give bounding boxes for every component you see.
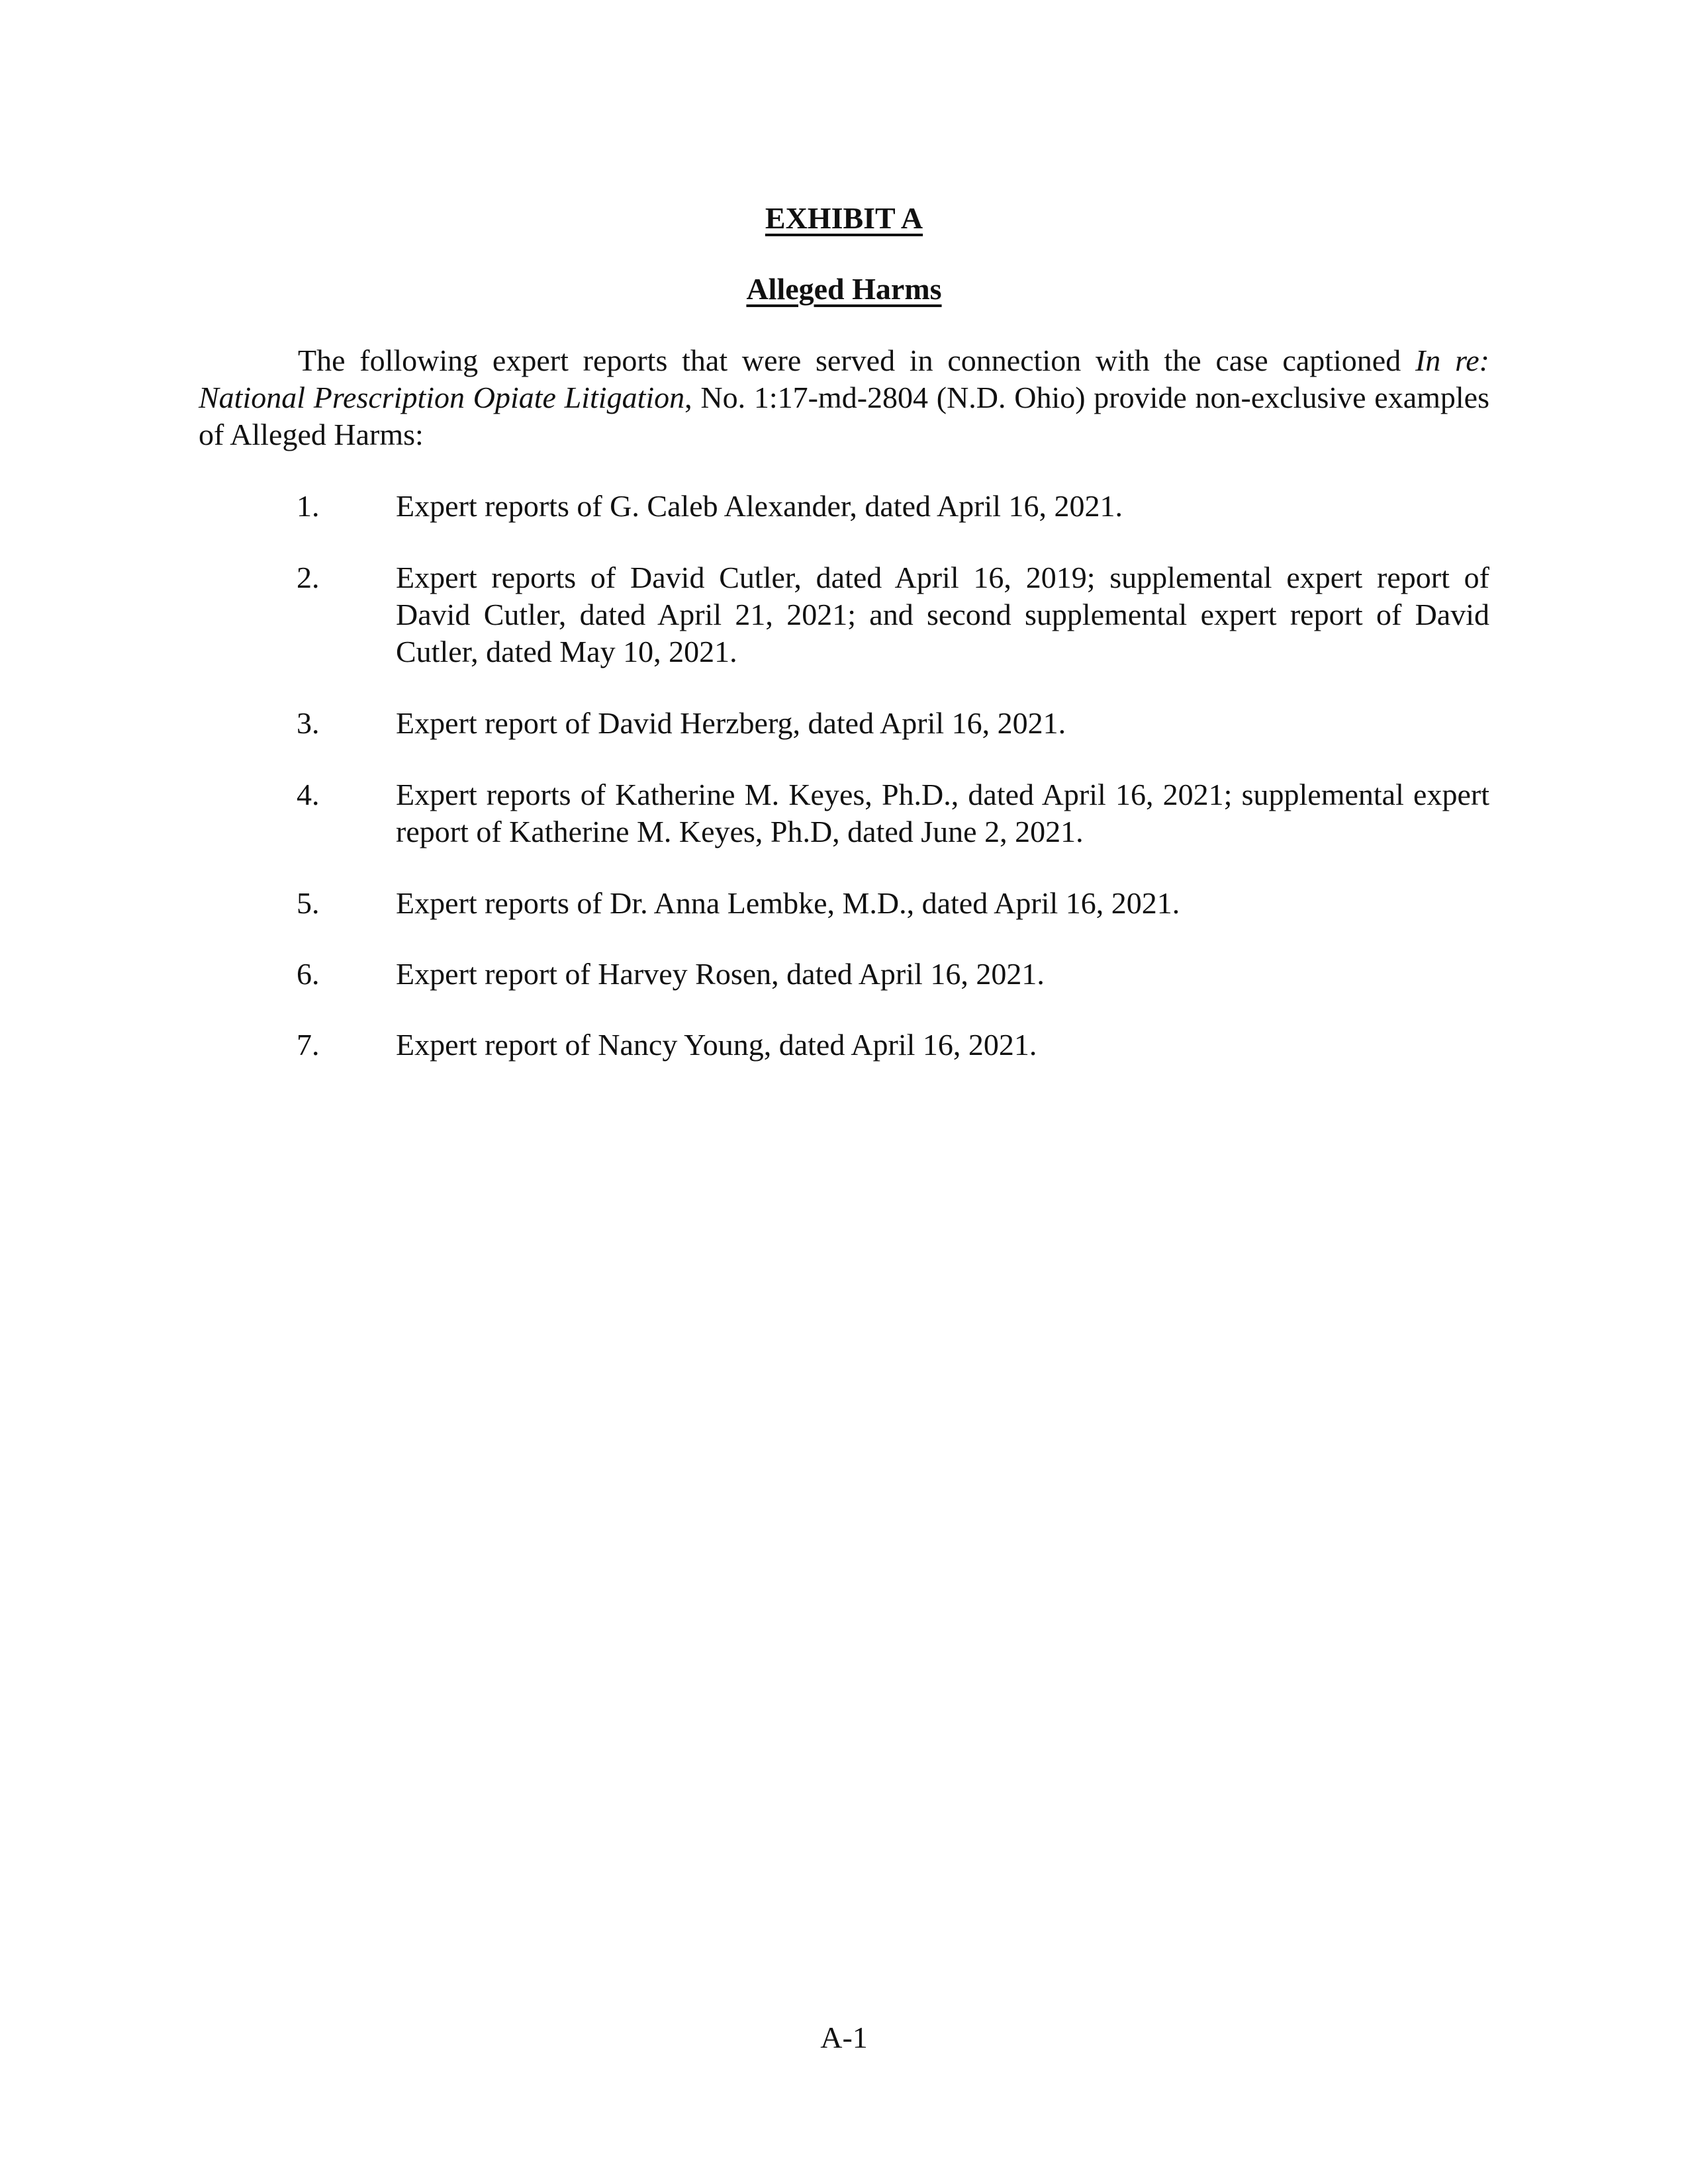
- intro-text-before: The following expert reports that were served in connection with the case captioned: [298, 343, 1415, 377]
- list-item-text: Expert reports of G. Caleb Alexander, dated April 16, 2021.: [396, 489, 1123, 523]
- case-caption: In re: National Prescription Opiate Litigation: [199, 343, 1490, 414]
- list-item: [297, 705, 1489, 742]
- list-item-text: Expert reports of David Cutler, dated April 16, 2019; supplemental expert report of David Cutler, dated April 21, 2021; and second supplemental expert report of David Cutler, dated May 10, 2021.: [396, 561, 1489, 668]
- intro-text-after: , No. 1:17-md-2804 (N.D. Ohio) provide non-exclusive examples of Alleged Harms:: [199, 381, 1489, 451]
- exhibit-subtitle: Alleged Harms: [746, 272, 942, 306]
- list-item: [297, 1026, 1489, 1064]
- list-item-text: Expert reports of Katherine M. Keyes, Ph.D., dated April 16, 2021; supplemental expert report of Katherine M. Keyes, Ph.D, dated June 2, 2021.: [396, 778, 1489, 848]
- intro-paragraph: [199, 342, 1489, 453]
- exhibit-title: EXHIBIT A: [765, 201, 923, 235]
- list-item: [297, 885, 1489, 922]
- list-item-text: Expert report of Nancy Young, dated April 16, 2021.: [396, 1028, 1037, 1062]
- list-item-number: 2.: [297, 561, 320, 594]
- list-item-number: 7.: [297, 1028, 320, 1062]
- list-item-number: 3.: [297, 706, 320, 740]
- list-item-number: 6.: [297, 957, 320, 991]
- list-item-text: Expert report of David Herzberg, dated April 16, 2021.: [396, 706, 1066, 740]
- list-item: [297, 956, 1489, 993]
- page-number: A-1: [820, 2021, 868, 2054]
- list-item-number: 1.: [297, 489, 320, 523]
- list-item-text: Expert report of Harvey Rosen, dated April 16, 2021.: [396, 957, 1045, 991]
- list-item: [297, 776, 1489, 850]
- list-item: [297, 488, 1489, 525]
- list-item-number: 4.: [297, 778, 320, 811]
- list-item-text: Expert reports of Dr. Anna Lembke, M.D., dated April 16, 2021.: [396, 886, 1180, 920]
- list-item: [297, 559, 1489, 670]
- list-item-number: 5.: [297, 886, 320, 920]
